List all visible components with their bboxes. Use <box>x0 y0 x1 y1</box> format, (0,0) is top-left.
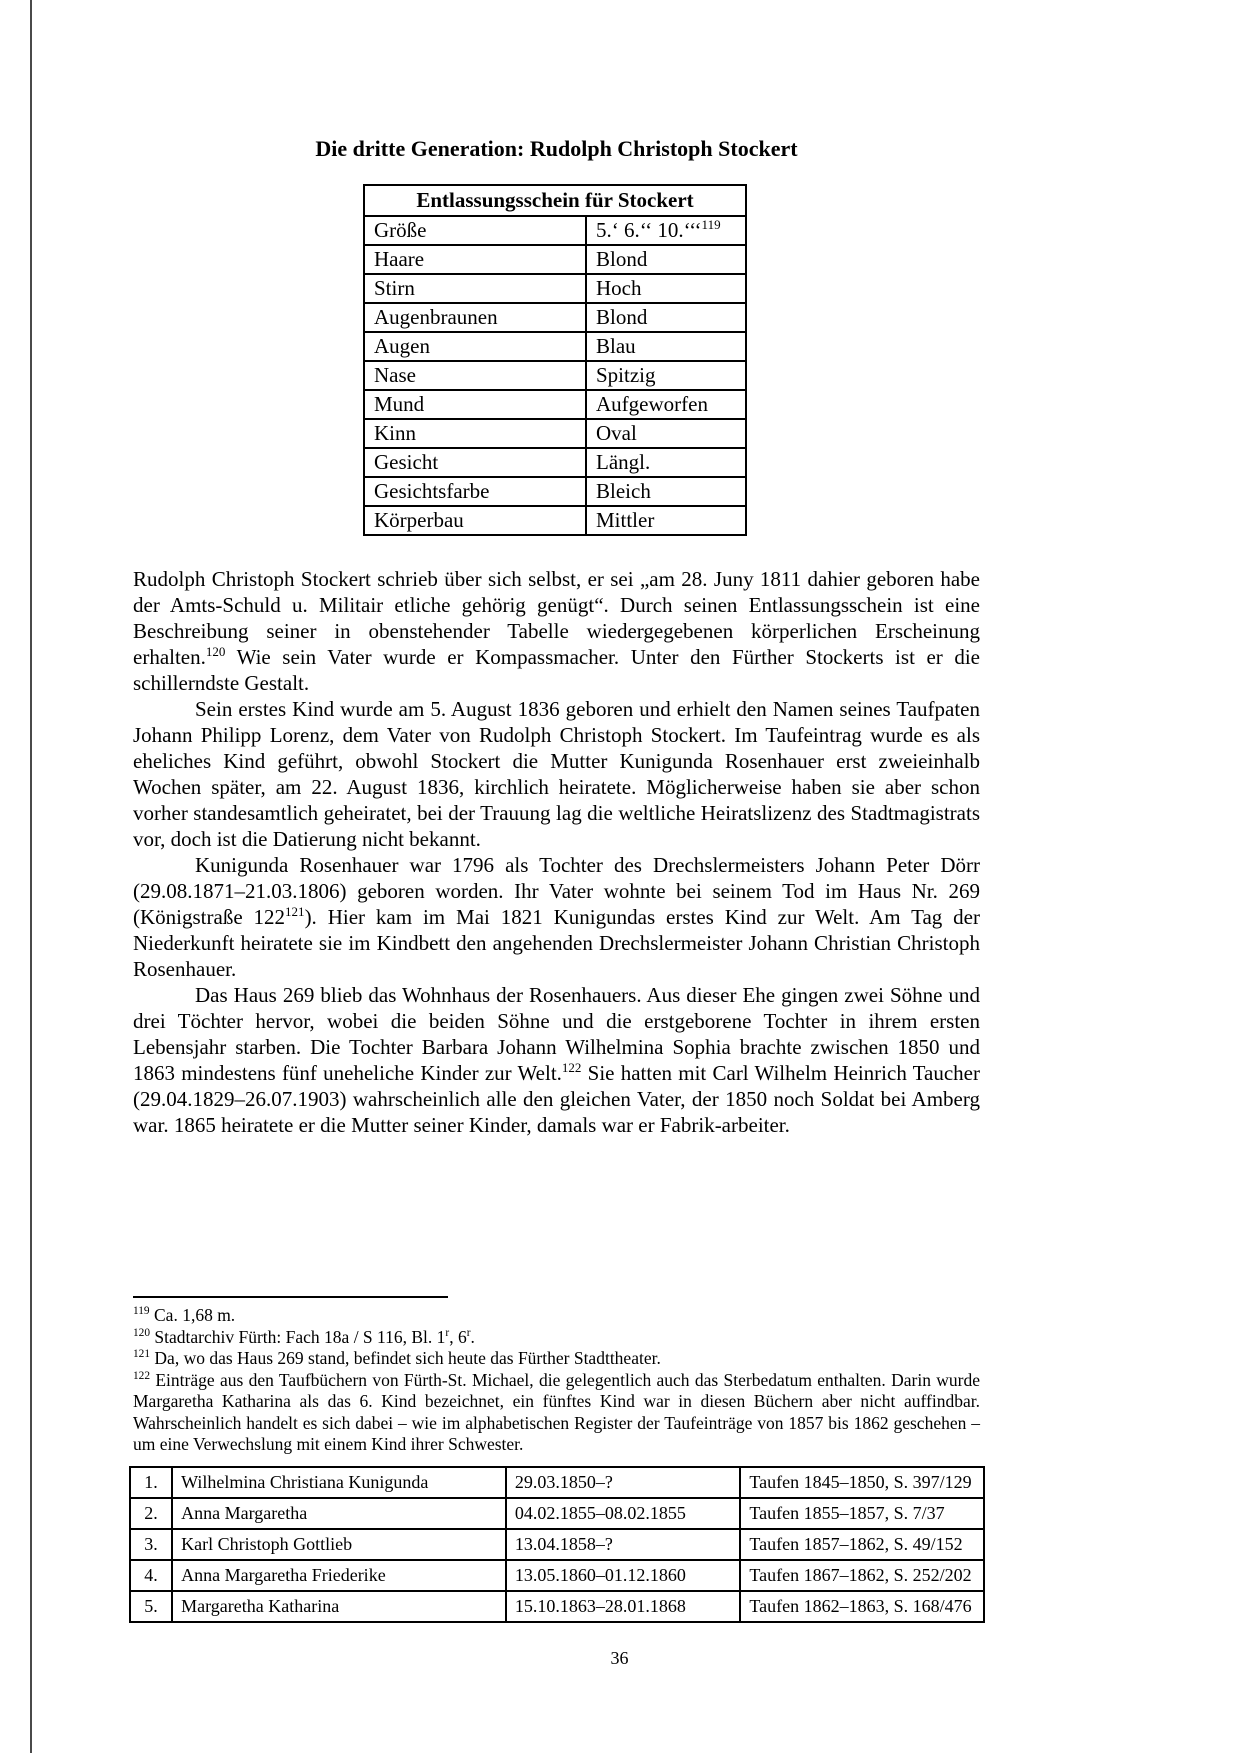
child-source: Taufen 1862–1863, S. 168/476 <box>740 1591 984 1622</box>
footnote-marker: 119 <box>133 1305 150 1318</box>
child-name: Karl Christoph Gottlieb <box>172 1529 506 1560</box>
char-label: Stirn <box>364 274 586 303</box>
superscript-r: r <box>445 1326 450 1339</box>
table-row <box>130 1529 984 1560</box>
char-label: Nase <box>364 361 586 390</box>
paragraph-1: Rudolph Christoph Stockert schrieb über sich selbst, er sei „am 28. Juny 1811 dahier geboren habe der Amts-Schuld u. Militair etliche gehörig genügt“. Durch seinen Entlassungsschein ist eine Beschreibung seiner in obenstehender Tabelle wiedergegebenen körperlichen Erscheinung erhalten.$^{120}$ Wie sein Vater wurde er Kompassmacher. Unter den Fürther Stockerts ist er die schillerndste Gestalt. <box>133 567 980 695</box>
char-value: Hoch <box>586 274 746 303</box>
table-row <box>364 361 746 390</box>
page-title: Die dritte Generation: Rudolph Christoph Stockert <box>315 136 798 161</box>
table-row <box>130 1498 984 1529</box>
footnotes-section <box>133 1296 980 1456</box>
footnote-separator <box>133 1296 448 1298</box>
char-label: Kinn <box>364 419 586 448</box>
char-label: Augen <box>364 332 586 361</box>
char-label: Gesicht <box>364 448 586 477</box>
char-value: Bleich <box>586 477 746 506</box>
char-label: Körperbau <box>364 506 586 535</box>
table-row <box>130 1467 984 1498</box>
footnote-ref-122: 122 <box>561 1060 582 1075</box>
footnote-122: $^{122}$ Einträge aus den Taufbüchern von Fürth-St. Michael, die gelegentlich auch das Sterbedatum enthalten. Darin wurde Margaretha Katharina als das 6. Kind bezeichnet, ein fünftes Kind war in diesen Büchern aber nicht auffindbar. Wahrscheinlich handelt es sich dabei – wie im alphabetischen Register der Taufeinträge von 1857 bis 1862 geschehen – um eine Verwechslung mit einem Kind ihrer Schwester. <box>133 1369 980 1454</box>
row-number: 4. <box>130 1560 172 1591</box>
table-row <box>364 303 746 332</box>
char-value: Mittler <box>586 506 746 535</box>
paragraph-2: Sein erstes Kind wurde am 5. August 1836 geboren und erhielt den Namen seines Taufpaten Johann Philipp Lorenz, dem Vater von Rudolph Christoph Stockert. Im Taufeintrag wurde es als eheliches Kind geführt, obwohl Stockert die Mutter Kunigunda Rosenhauer erst zweieinhalb Wochen später, am 22. August 1836, kirchlich heiratete. Möglicherweise haben sie aber schon vorher standesamtlich geheiratet, bei der Trauung lag die weltliche Heiratslizenz des Stadtmagistrats vor, doch ist die Datierung nicht bekannt. <box>133 697 980 851</box>
table-row <box>364 477 746 506</box>
page-number: 36 <box>610 1648 629 1668</box>
char-value: Spitzig <box>586 361 746 390</box>
child-dates: 13.05.1860–01.12.1860 <box>506 1560 741 1591</box>
footnote-marker: 121 <box>133 1348 151 1361</box>
paragraph-3: Kunigunda Rosenhauer war 1796 als Tochter des Drechslermeisters Johann Peter Dörr (29.08.1871–21.03.1806) geboren worden. Ihr Vater wohnte bei seinem Tod im Haus Nr. 269 (Königstraße 122$^{121}$). Hier kam im Mai 1821 Kunigundas erstes Kind zur Welt. Am Tag der Niederkunft heiratete sie im Kindbett den angehenden Drechslermeister Johann Christian Christoph Rosenhauer. <box>133 853 980 981</box>
row-number: 2. <box>130 1498 172 1529</box>
child-source: Taufen 1857–1862, S. 49/152 <box>740 1529 984 1560</box>
table-row <box>130 1591 984 1622</box>
table-row <box>364 274 746 303</box>
row-number: 5. <box>130 1591 172 1622</box>
entlassungsschein-table <box>363 184 747 536</box>
child-source: Taufen 1867–1862, S. 252/202 <box>740 1560 984 1591</box>
table-row <box>364 448 746 477</box>
table-row <box>364 390 746 419</box>
char-value: Längl. <box>586 448 746 477</box>
char-value: Oval <box>586 419 746 448</box>
child-source: Taufen 1855–1857, S. 7/37 <box>740 1498 984 1529</box>
scan-artifact-line <box>30 0 32 1753</box>
char-table-title: Entlassungsschein für Stockert <box>364 185 746 216</box>
child-source: Taufen 1845–1850, S. 397/129 <box>740 1467 984 1498</box>
child-dates: 29.03.1850–? <box>506 1467 741 1498</box>
char-label: Haare <box>364 245 586 274</box>
char-label: Größe <box>364 216 586 245</box>
table-header-row <box>364 185 746 216</box>
table-row <box>364 419 746 448</box>
child-dates: 04.02.1855–08.02.1855 <box>506 1498 741 1529</box>
page-content <box>133 0 980 1623</box>
paragraph-4: Das Haus 269 blieb das Wohnhaus der Rosenhauers. Aus dieser Ehe gingen zwei Söhne und drei Töchter hervor, wobei die beiden Söhne und die erstgeborene Tochter in ihrem ersten Lebensjahr starben. Die Tochter Barbara Johann Wilhelmina Sophia brachte zwischen 1850 und 1863 mindestens fünf uneheliche Kinder zur Welt.$^{122}$ Sie hatten mit Carl Wilhelm Heinrich Taucher (29.04.1829–26.07.1903) wahrscheinlich alle den gleichen Vater, der 1850 noch Soldat bei Amberg war. 1865 heiratete er die Mutter seiner Kinder, damals war er Fabrik-arbeiter. <box>133 983 980 1137</box>
footnote-marker: 122 <box>133 1369 151 1382</box>
footnote-119: $^{119}$ Ca. 1,68 m. <box>133 1305 236 1325</box>
table-row <box>364 216 746 245</box>
superscript-r: r <box>466 1326 471 1339</box>
body-text <box>133 566 980 1138</box>
child-name: Anna Margaretha Friederike <box>172 1560 506 1591</box>
child-name: Wilhelmina Christiana Kunigunda <box>172 1467 506 1498</box>
char-label: Gesichtsfarbe <box>364 477 586 506</box>
child-dates: 15.10.1863–28.01.1868 <box>506 1591 741 1622</box>
footnote-ref-119: 119 <box>701 217 721 232</box>
footnote-ref-121: 121 <box>285 904 305 919</box>
child-name: Anna Margaretha <box>172 1498 506 1529</box>
footnote-120: $^{120}$ Stadtarchiv Fürth: Fach 18a / S 116, Bl. 1$^r$, 6$^r$. <box>133 1326 475 1347</box>
footnote-121: $^{121}$ Da, wo das Haus 269 stand, befindet sich heute das Fürther Stadttheater. <box>133 1348 661 1368</box>
child-dates: 13.04.1858–? <box>506 1529 741 1560</box>
char-value: Aufgeworfen <box>586 390 746 419</box>
char-value: Blond <box>586 245 746 274</box>
row-number: 1. <box>130 1467 172 1498</box>
table-row <box>130 1560 984 1591</box>
table-row <box>364 245 746 274</box>
table-row <box>364 506 746 535</box>
char-label: Mund <box>364 390 586 419</box>
char-value: 5.‘ 6.‘‘ 10.‘‘‘$^{119}$ <box>586 216 746 245</box>
char-value: Blau <box>586 332 746 361</box>
child-name: Margaretha Katharina <box>172 1591 506 1622</box>
footnote-ref-120: 120 <box>205 644 226 659</box>
row-number: 3. <box>130 1529 172 1560</box>
children-table <box>129 1466 985 1623</box>
table-row <box>364 332 746 361</box>
char-value: Blond <box>586 303 746 332</box>
footnote-marker: 120 <box>133 1326 151 1339</box>
char-label: Augenbraunen <box>364 303 586 332</box>
